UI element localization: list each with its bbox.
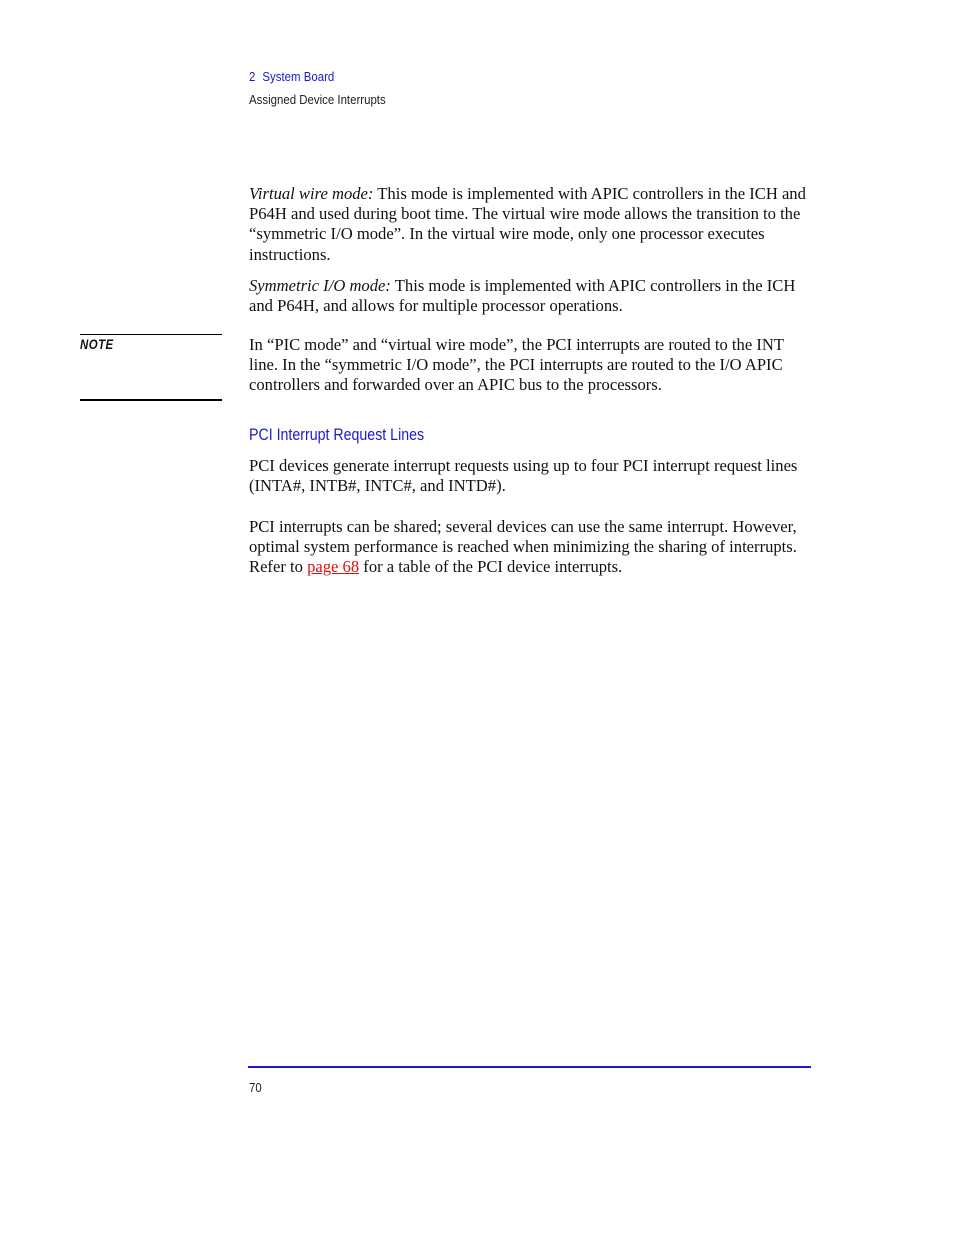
symmetric-io-paragraph bbox=[249, 276, 814, 316]
chapter-title: System Board bbox=[262, 69, 335, 84]
chapter-header bbox=[249, 69, 334, 84]
note-rule-bottom bbox=[80, 399, 222, 401]
virtual-wire-text: This mode is implemented with APIC controllers in the ICH and P64H and used during boot time. The virtual wire mode allows the transition to the “symmetric I/O mode”. In the virtual wire mode, only one processor executes instructions. bbox=[249, 184, 806, 264]
symmetric-io-text: This mode is implemented with APIC controllers in the ICH and P64H, and allows for multiple processor operations. bbox=[249, 276, 796, 316]
pci-paragraph-1: PCI devices generate interrupt requests using up to four PCI interrupt request lines (INTA#, INTB#, INTC#, and INTD#). bbox=[249, 456, 798, 496]
symmetric-io-term: Symmetric I/O mode: bbox=[249, 276, 391, 295]
chapter-number: 2 bbox=[249, 69, 256, 84]
pci-paragraph-2-before: PCI interrupts can be shared; several devices can use the same interrupt. However, optimal system performance is reached when minimizing the sharing of interrupts. Refer to bbox=[249, 517, 797, 577]
virtual-wire-term: Virtual wire mode: bbox=[249, 184, 374, 203]
page-68-link[interactable]: page 68 bbox=[307, 557, 360, 577]
page-number: 70 bbox=[249, 1080, 262, 1095]
note-rule-top bbox=[80, 334, 222, 335]
pci-interrupt-subheading: PCI Interrupt Request Lines bbox=[249, 426, 425, 444]
pci-paragraph-2-after: for a table of the PCI device interrupts. bbox=[359, 557, 623, 577]
note-label: NOTE bbox=[80, 337, 114, 352]
virtual-wire-paragraph bbox=[249, 184, 814, 265]
note-text: In “PIC mode” and “virtual wire mode”, the PCI interrupts are routed to the INT line. In the “symmetric I/O mode”, the PCI interrupts are routed to the I/O APIC controllers and forwarded over an APIC bus to the processors. bbox=[249, 335, 784, 395]
section-title: Assigned Device Interrupts bbox=[249, 92, 386, 107]
pci-paragraph-2 bbox=[249, 517, 814, 578]
footer-rule bbox=[248, 1066, 811, 1068]
